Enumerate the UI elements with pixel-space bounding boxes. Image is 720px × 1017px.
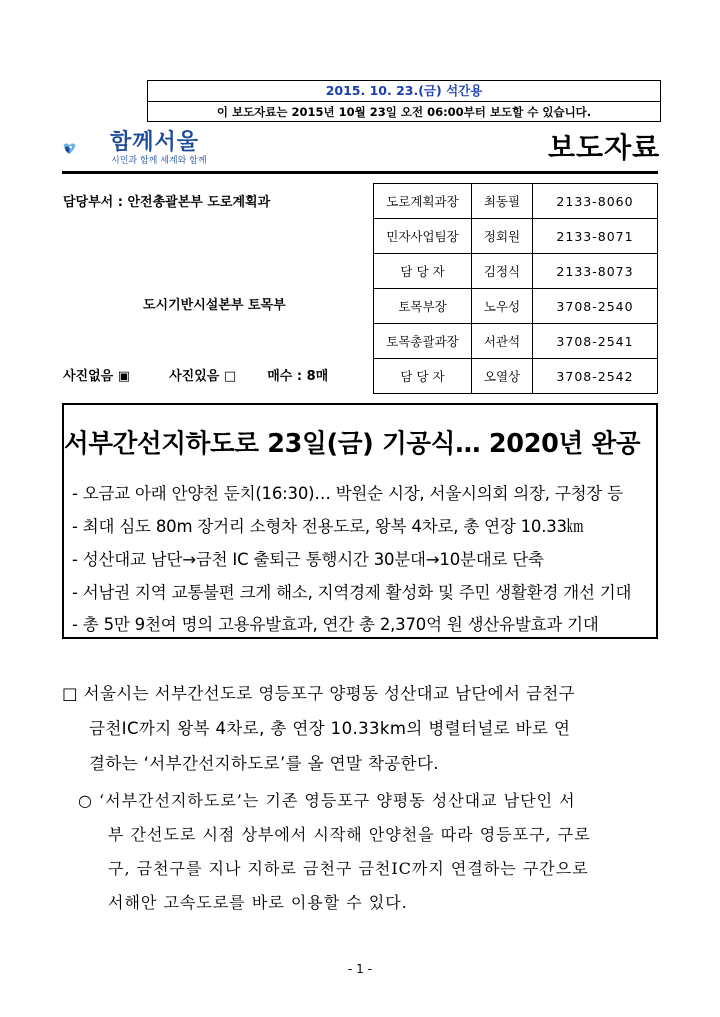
table-row: [374, 359, 658, 394]
table-row: [374, 254, 658, 289]
contact-phone: 2133-8073: [533, 254, 658, 289]
table-row: [374, 289, 658, 324]
subpoint: - 성산대교 남단→금천 IC 출퇴근 통행시간 30분대→10분대로 단축: [72, 550, 544, 569]
logo-wordmark: 함께서울: [110, 129, 200, 155]
subpoint: - 서남권 지역 교통불편 크게 해소, 지역경제 활성화 및 주민 생활환경 개선 기대: [72, 583, 632, 602]
contact-name: 오열상: [472, 359, 533, 394]
contact-title: 담 당 자: [374, 254, 472, 289]
secondary-department: 도시기반시설본부 토목부: [143, 298, 286, 313]
body-paragraph-line: □ 서울시는 서부간선도로 영등포구 양평동 성산대교 남단에서 금천구: [62, 684, 575, 703]
embargo-text: 이 보도자료는 2015년 10월 23일 오전 06:00부터 보도할 수 있습니다.: [216, 105, 592, 119]
contact-phone: 3708-2542: [533, 359, 658, 394]
seoul-logo-icon: [62, 127, 112, 171]
body-paragraph-line: ○ ‘서부간선지하도로’는 기존 영등포구 양평동 성산대교 남단인 서: [78, 791, 576, 810]
contact-name: 서관석: [472, 324, 533, 359]
contact-title: 담 당 자: [374, 359, 472, 394]
contact-phone: 2133-8071: [533, 219, 658, 254]
logo-tagline: 시민과 함께 세계와 함께: [111, 156, 207, 166]
table-row: [374, 184, 658, 219]
page-number: - 1 -: [348, 962, 372, 976]
contact-phone: 3708-2541: [533, 324, 658, 359]
contact-table: [373, 183, 658, 394]
page-count-label: 매수 : 8매: [267, 369, 329, 384]
table-row: [374, 324, 658, 359]
contact-title: 도로계획과장: [374, 184, 472, 219]
primary-department: 담당부서 : 안전총괄본부 도로계획과: [63, 195, 271, 210]
header-divider: [62, 171, 658, 174]
embargo-notice: [147, 80, 661, 122]
contact-title: 토목총괄과장: [374, 324, 472, 359]
contact-name: 노우성: [472, 289, 533, 324]
document-type-title: 보도자료: [548, 131, 661, 164]
body-paragraph-line: 부 간선도로 시점 상부에서 시작해 안양천을 따라 영등포구, 구로: [108, 825, 591, 844]
contact-title: 토목부장: [374, 289, 472, 324]
contact-name: 정회원: [472, 219, 533, 254]
body-paragraph-line: 금천IC까지 왕복 4차로, 총 연장 10.33km의 병렬터널로 바로 연: [89, 719, 571, 738]
photo-info-row: [63, 365, 328, 384]
contact-name: 김정식: [472, 254, 533, 289]
no-photo-label: 사진없음 ▣: [63, 369, 131, 384]
body-paragraph-line: 구, 금천구를 지나 지하로 금천구 금천IC까지 연결하는 구간으로: [108, 859, 589, 878]
contact-title: 민자사업팀장: [374, 219, 472, 254]
subpoint: - 최대 심도 80m 장거리 소형차 전용도로, 왕복 4차로, 총 연장 10.33㎞: [72, 517, 584, 536]
contact-name: 최동필: [472, 184, 533, 219]
subpoint: - 오금교 아래 안양천 둔치(16:30)… 박원순 시장, 서울시의회 의장, 구청장 등: [72, 484, 623, 503]
table-row: [374, 219, 658, 254]
body-paragraph-line: 서해안 고속도로를 바로 이용할 수 있다.: [108, 893, 408, 912]
headline: 서부간선지하도로 23일(금) 기공식… 2020년 완공: [64, 429, 641, 459]
contact-phone: 2133-8060: [533, 184, 658, 219]
body-paragraph-line: 결하는 ‘서부간선지하도로’를 올 연말 착공한다.: [89, 754, 439, 773]
subpoint: - 총 5만 9천여 명의 고용유발효과, 연간 총 2,370억 원 생산유발효과 기대: [72, 615, 599, 634]
embargo-date: 2015. 10. 23.(금) 석간용: [148, 81, 660, 102]
contact-phone: 3708-2540: [533, 289, 658, 324]
with-photo-label: 사진있음 □: [169, 369, 237, 384]
